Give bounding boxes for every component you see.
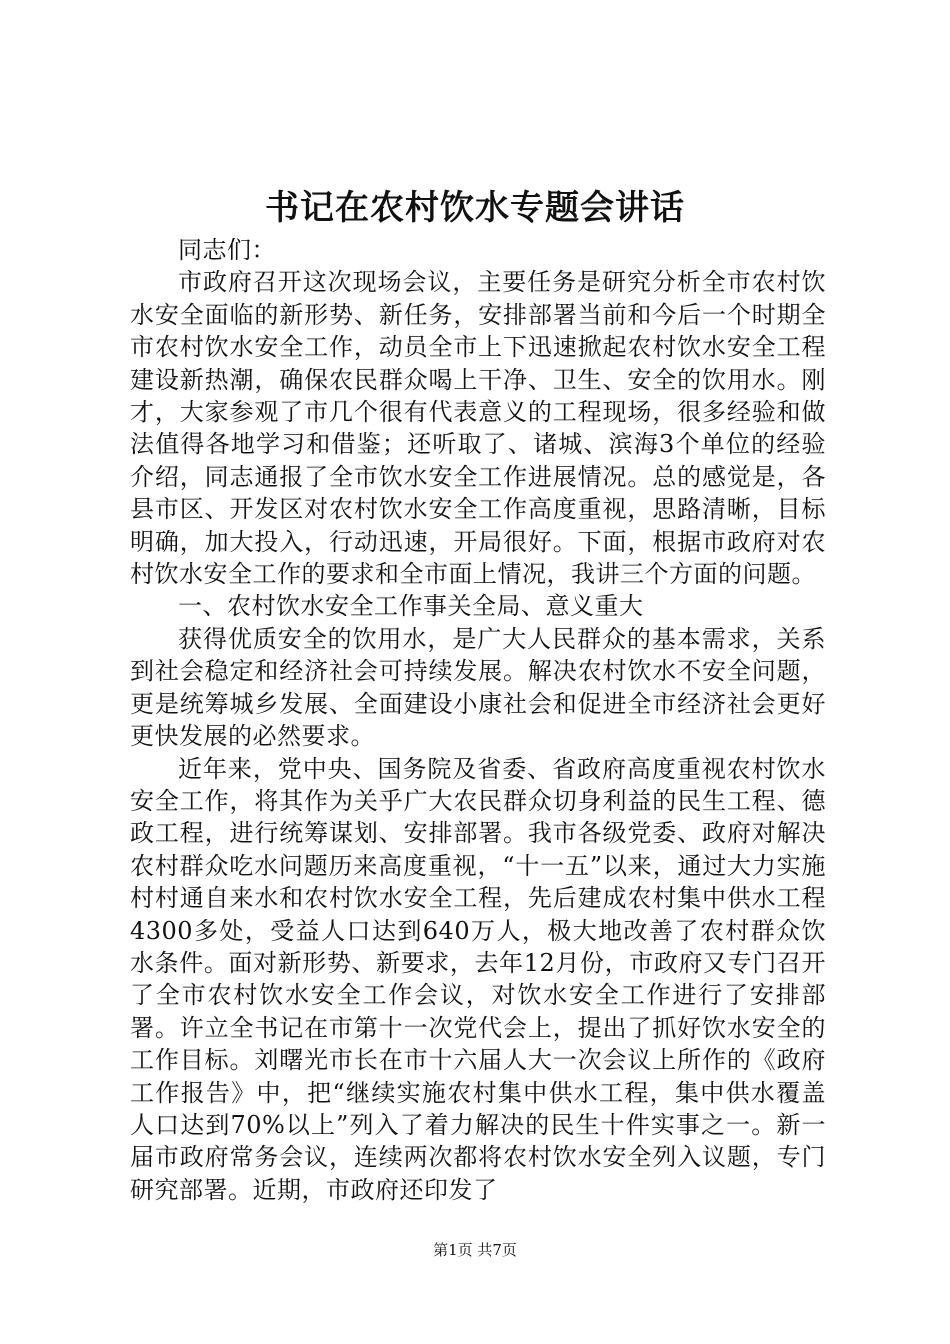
salutation-paragraph: 同志们： bbox=[178, 236, 276, 264]
body-paragraph: 市政府召开这次现场会议，主要任务是研究分析全市农村饮水安全面临的新形势、新任务，安排部署当前和今后一个时期全市农村饮水安全工作，动员全市上下迅速掀起农村饮水安全工程建设新热潮，确保农民群众喝上干净、卫生、安全的饮用水。刚才，大家参观了市几个很有代表意义的工程现场，很多经验和做法值得各地学习和借鉴；还听取了、诸城、滨海3个单位的经验介绍，同志通报了全市饮水安全工作进展情况。总的感觉是，各县市区、开发区对农村饮水安全工作高度重视，思路清晰，目标明确，加大投入，行动迅速，开局很好。下面，根据市政府对农村饮水安全工作的要求和全市面上情况，我讲三个方面的问题。 bbox=[130, 268, 826, 589]
document-body bbox=[130, 234, 826, 1206]
document-title: 书记在农村饮水专题会讲话 bbox=[265, 188, 685, 228]
section-heading: 一、农村饮水安全工作事关全局、意义重大 bbox=[178, 592, 644, 621]
body-paragraph: 近年来，党中央、国务院及省委、省政府高度重视农村饮水安全工作，将其作为关乎广大农民群众切身利益的民生工程、德政工程，进行统筹谋划、安排部署。我市各级党委、政府对解决农村群众吃水问题历来高度重视，“十一五”以来，通过大力实施村村通自来水和农村饮水安全工程，先后建成农村集中供水工程4300多处，受益人口达到640万人，极大地改善了农村群众饮水条件。面对新形势、新要求，去年12月份，市政府又专门召开了全市农村饮水安全工作会议，对饮水安全工作进行了安排部署。许立全书记在市第十一次党代会上，提出了抓好饮水安全的工作目标。刘曙光市长在市十六届人大一次会议上所作的《政府工作报告》中，把“继续实施农村集中供水工程，集中供水覆盖人口达到70%以上”列入了着力解决的民生十件实事之一。新一届市政府常务会议，连续两次都将农村饮水安全列入议题，专门研究部署。近期，市政府还印发了 bbox=[130, 754, 826, 1204]
body-paragraph: 获得优质安全的饮用水，是广大人民群众的基本需求，关系到社会稳定和经济社会可持续发展。解决农村饮水不安全问题，更是统筹城乡发展、全面建设小康社会和促进全市经济社会更好更快发展的必然要求。 bbox=[130, 624, 826, 751]
page-footer: 第1页 共7页 bbox=[433, 1241, 517, 1259]
